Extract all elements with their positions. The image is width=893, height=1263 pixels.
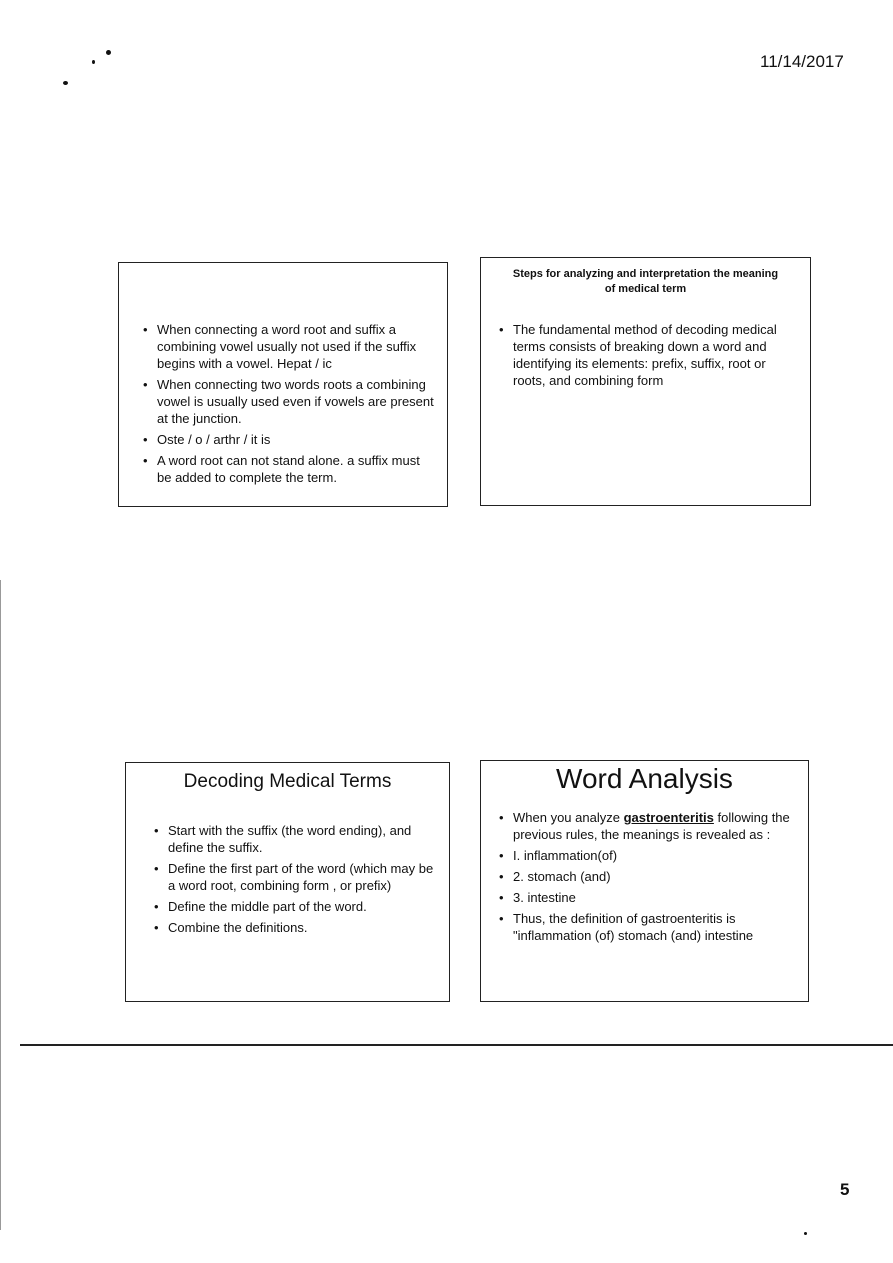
list-item: • A word root can not stand alone. a suffix must be added to complete the term. — [141, 452, 435, 486]
slide-word-analysis — [480, 760, 809, 1002]
slide-title: Decoding Medical Terms — [183, 771, 392, 792]
bullet-list — [141, 321, 435, 486]
scan-speck — [92, 60, 95, 64]
bullet-list — [497, 809, 796, 944]
page-date: 11/14/2017 — [760, 52, 844, 71]
page-number: 5 — [840, 1180, 850, 1199]
list-item: • 3. intestine — [497, 889, 796, 906]
list-item: • Define the middle part of the word. — [152, 898, 437, 915]
intro-text: following the previous rules, the meanings is revealed as : — [513, 810, 790, 842]
bullet-list — [152, 822, 437, 936]
slide-title: Steps for analyzing and interpretation the meaning of medical term — [512, 268, 779, 295]
list-item: • Define the first part of the word (which may be a word root, combining form , or prefix) — [152, 860, 437, 894]
scan-speck — [63, 81, 68, 85]
list-item: • The fundamental method of decoding medical terms consists of breaking down a word and identifying its elements: prefix, suffix, root or roots, and combining form — [497, 321, 798, 389]
slide-decoding-medical-terms — [125, 762, 450, 1002]
slide-title: Word Analysis — [556, 763, 733, 794]
scan-speck — [106, 50, 111, 55]
list-item: • When connecting a word root and suffix a combining vowel usually not used if the suffix begins with a vowel. Hepat / ic — [141, 321, 435, 372]
list-item: • I. inflammation(of) — [497, 847, 796, 864]
intro-text: When you analyze — [513, 810, 624, 825]
list-item — [497, 809, 796, 843]
slide-analysis-steps — [480, 257, 811, 506]
bullet-list — [497, 321, 798, 389]
page-divider — [20, 1044, 893, 1046]
list-item: • Combine the definitions. — [152, 919, 437, 936]
scan-speck — [804, 1232, 807, 1235]
list-item: • 2. stomach (and) — [497, 868, 796, 885]
list-item: • Thus, the definition of gastroenteritis is "inflammation (of) stomach (and) intestine — [497, 910, 796, 944]
term-gastroenteritis: gastroenteritis — [623, 810, 714, 825]
list-item: • Start with the suffix (the word ending), and define the suffix. — [152, 822, 437, 856]
list-item: • When connecting two words roots a combining vowel is usually used even if vowels are present at the junction. — [141, 376, 435, 427]
list-item: • Oste / o / arthr / it is — [141, 431, 435, 448]
scan-edge-line — [0, 580, 1, 1230]
slide-connecting-rules — [118, 262, 448, 507]
